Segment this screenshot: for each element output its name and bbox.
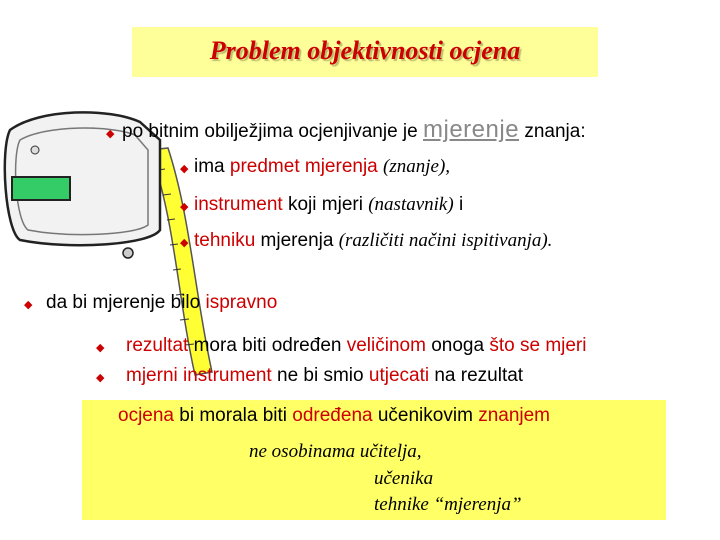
diamond-bullet-icon: ◆ <box>180 163 189 175</box>
note-line-3: tehnike “mjerenja” <box>374 494 522 515</box>
note-line-2: učenika <box>374 468 434 489</box>
slide-title: Problem objektivnosti ocjena <box>209 36 521 65</box>
diamond-bullet-icon: ◆ <box>180 237 189 249</box>
bullet-correct: ◆ da bi mjerenje bilo ispravno <box>24 292 278 313</box>
emphasis-measurement: mjerenje <box>423 116 520 143</box>
diamond-bullet-icon: ◆ <box>96 342 105 354</box>
conclusion-line: ocjena bi morala biti određena učenikovim znanjem <box>118 405 551 426</box>
sub-bullet-instrument: ◆ instrument koji mjeri (nastavnik) i <box>180 194 464 215</box>
sub-bullet-subject: ◆ ima predmet mjerenja (znanje), <box>180 156 451 177</box>
diamond-bullet-icon: ◆ <box>180 201 189 213</box>
sub-bullet-result: ◆ rezultat mora biti određen veličinom onoga što se mjeri <box>96 335 587 356</box>
sub-bullet-technique: ◆ tehniku mjerenja (različiti načini ispitivanja). <box>180 230 553 251</box>
diamond-bullet-icon: ◆ <box>24 299 33 311</box>
sub-bullet-instrument-influence: ◆ mjerni instrument ne bi smio utjecati na rezultat <box>96 365 524 386</box>
bullet-measurement: ◆ po bitnim obilježjima ocjenjivanje je mjerenje znanja: <box>106 116 586 143</box>
diamond-bullet-icon: ◆ <box>96 372 105 384</box>
diamond-bullet-icon: ◆ <box>106 128 115 140</box>
note-line-1: ne osobinama učitelja, <box>249 441 422 462</box>
